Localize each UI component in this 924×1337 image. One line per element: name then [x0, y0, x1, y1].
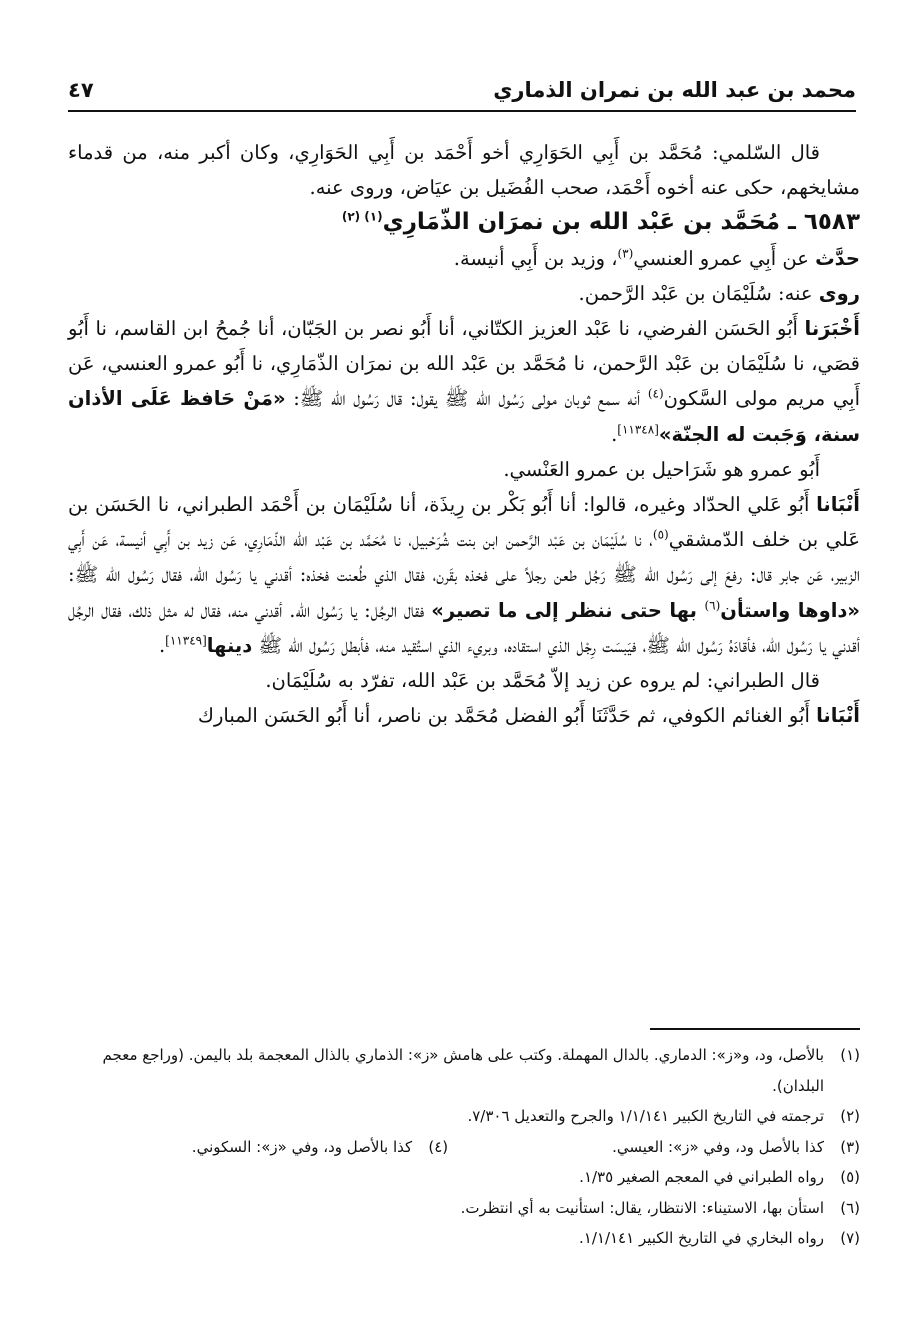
footnote-5: [68, 1162, 860, 1193]
footnote-text: رواه الطبراني في المعجم الصغير ١/٣٥.: [579, 1168, 824, 1186]
footnote-text: كذا بالأصل ود، وفي «ز»: العيسي.: [612, 1137, 824, 1156]
paragraph-8-text: أَبُو الغنائم الكوفي، ثم حَدَّثَنَا أَبُو الفضل مُحَمَّد بن ناصر، أنا أَبُو الحَسَن المبارك: [197, 704, 810, 728]
paragraph-7: [68, 663, 860, 698]
footnote-number: (٣): [840, 1137, 860, 1156]
footnote-6: [68, 1193, 860, 1224]
paragraph-2-text: عن أَبِي عمرو العنسي: [633, 246, 809, 270]
keyword-haddath: حدَّث: [815, 246, 860, 270]
paragraph-6: أَنْبَانا أَبُو عَلي الحدّاد وغيره، قالوا: أنا أَبُو بَكْر بن رِيذَة، أنا سُلَيْمَان بن أَحْمَد الطبراني، نا الحَسَن بن عَلي بن خلف الدّمشقي$^{(٥)}$، نا سُلَيْمَان بن عَبْد الرَّحمن ابن بنت شُرَحْبيل، نا مُحَمَّد بن عَبْد الله الذّمَارِي، عَن زيد بن أَبِي أنيسة، عَن أَبِي الزبير، عَن جابر قال: رفعَ إلى رَسُول الله ﷺ رَجُل طعن رجلاً على فخذه بقَرن، فقال الذي طُعنت فخذه: أقدني يا رَسُول الله، فقال رَسُول الله ﷺ: «داوها واستأن$^{(٦)}$ بها حتى ننظر إلى ما تصير» فقال الرجُل: يا رَسُول الله. أقدني منه، فقال له مثل ذلك، فقال الرجُل أقدني يا رَسُول الله، فأقادَهُ رَسُول الله ﷺ، فيَبسَت رِجْل الذي استقاده، وبريء الذي استُقيد منه، فأبطل رَسُول الله ﷺ دينها[١١٣٤٩].: [68, 493, 861, 657]
keyword-anbana-2: أَنْبَانا: [816, 704, 860, 728]
hadith-text-1: «مَنْ حَافظ عَلَى الأذان سنة، وَجَبت له الجنّة»: [68, 387, 860, 446]
footnote-text: استأن بها، الاستيناء: الانتظار، يقال: استأنيت به أي انتظرت.: [460, 1198, 824, 1217]
hadith-number-2: [١١٣٤٩]: [165, 633, 207, 648]
running-head: محمد بن عبد الله بن نمران الذماري: [493, 78, 856, 102]
hadith-text-2b: بها حتى ننظر إلى ما تصير»: [431, 598, 705, 622]
paragraph-6-text: أَبُو عَلي الحدّاد وغيره، قالوا: أنا أَبُو بَكْر بن رِيذَة، أنا سُلَيْمَان بن أَحْمَد الطبراني، نا الحَسَن بن عَلي بن خلف الدّمشقي: [68, 493, 861, 552]
footnote-ref-4: (٤): [647, 386, 664, 401]
footnote-text: بالأصل، ود، و«ز»: الدماري. بالدال المهملة. وكتب على هامش «ز»: الذماري بالذال المعجمة بلد باليمن. (وراجع معجم البلدان).: [102, 1046, 824, 1095]
paragraph-6-text-c: فقال الرجُل: يا رَسُول الله. أقدني منه، فقال له مثل ذلك، فقال الرجُل أقدني يا رَسُول الله، فأقادَهُ رَسُول الله ﷺ، فيَبسَت رِجْل الذي استقاده، وبريء الذي استُقيد منه، فأبطل رَسُول الله ﷺ: [68, 598, 860, 657]
paragraph-2-end: ، وزيد بن أَبِي أنيسة.: [453, 246, 618, 270]
footnote-ref-3: (٣): [617, 246, 634, 261]
footnote-number: (٧): [840, 1229, 860, 1247]
hadith-text-2a: «داوها واستأن: [720, 598, 860, 622]
paragraph-7-text: قال الطبراني: لم يروه عن زيد إلاّ مُحَمَّد بن عَبْد الله، تفرّد به سُلَيْمَان.: [265, 669, 820, 693]
footnote-number: (٦): [840, 1198, 860, 1217]
footnote-number: (٥): [840, 1168, 860, 1186]
paragraph-5: [68, 452, 860, 487]
paragraph-5-text: أَبُو عمرو هو شَرَاحيل بن عمرو العَنْسي.: [503, 457, 820, 481]
footnote-text: ترجمته في التاريخ الكبير ١/١/١٤١ والجرح والتعديل ٧/٣٠٦.: [467, 1107, 824, 1125]
footnote-7: [68, 1223, 860, 1254]
footnote-number: (٤): [428, 1137, 449, 1156]
paragraph-6-end: دينها: [206, 633, 253, 657]
main-text: [68, 135, 860, 733]
paragraph-6-text-b: ، نا سُلَيْمَان بن عَبْد الرَّحمن ابن بنت شُرَحْبيل، نا مُحَمَّد بن عَبْد الله الذّمَارِي، عَن زيد بن أَبِي أنيسة، عَن أَبِي الزبير، عَن جابر قال: رفعَ إلى رَسُول الله ﷺ رَجُل طعن رجلاً على فخذه بقَرن، فقال الذي طُعنت فخذه: أقدني يا رَسُول الله، فقال رَسُول الله ﷺ:: [68, 528, 860, 587]
footnote-ref-5: (٥): [652, 527, 669, 542]
footnote-text: كذا بالأصل ود، وفي «ز»: السكوني.: [191, 1137, 413, 1156]
hadith-number-1: [١١٣٤٨]: [617, 422, 659, 437]
footnote-ref-6: (٦): [704, 598, 721, 613]
paragraph-3: [68, 276, 860, 311]
page-number: ٤٧: [68, 78, 94, 102]
footnote-1: [68, 1040, 860, 1101]
entry-title: [68, 205, 860, 240]
entry-title-refs: (١) (٢): [341, 209, 383, 224]
footnote-divider: [650, 1028, 860, 1030]
footnote-3: [480, 1132, 860, 1163]
paragraph-4-end: أنه سمع ثوبان مولى رَسُول الله ﷺ يقول: قال رَسُول الله ﷺ:: [293, 387, 648, 411]
paragraph-4: أَخْبَرَنا أَبُو الحَسَن الفرضي، نا عَبْد العزيز الكتّاني، أنا أَبُو نصر بن الجَبّان، أنا جُمحُ ابن القاسم، نا أَبُو قصَي، نا سُلَيْمَان بن عَبْد الرَّحمن، نا مُحَمَّد بن عَبْد الله بن نمرَان الذّمَارِي، نا أَبُو عمرو العنسي، عَن أَبِي مريم مولى السَّكون$^{(٤)}$ أنه سمع ثوبان مولى رَسُول الله ﷺ يقول: قال رَسُول الله ﷺ: «مَنْ حَافظ عَلَى الأذان سنة، وَجَبت له الجنّة»[١١٣٤٨].: [68, 317, 860, 446]
footnote-text: رواه البخاري في التاريخ الكبير ١/١/١٤١.: [579, 1229, 824, 1247]
keyword-akhbarana: أَخْبَرَنا: [804, 317, 860, 341]
paragraph-3-text: عنه: سُلَيْمَان بن عَبْد الرَّحمن.: [578, 281, 813, 305]
paragraph-8: [68, 698, 860, 733]
entry-title-text: ٦٥٨٣ ـ مُحَمَّد بن عَبْد الله بن نمرَان الذّمَارِي: [382, 209, 860, 236]
keyword-anbana: أَنْبَانا: [816, 493, 860, 517]
keyword-rawa: روى: [818, 281, 860, 305]
paragraph-1-text: قال السّلمي: مُحَمَّد بن أَبِي الحَوَارِي أخو أَحْمَد بن أَبِي الحَوَارِي، وكان أكبر منه، من قدماء مشايخهم، حكى عنه أخوه أَحْمَد، صحب الفُضَيل بن عيَاض، وروى عنه.: [68, 141, 860, 200]
page-header: [68, 62, 856, 112]
paragraph-4-text: أَبُو الحَسَن الفرضي، نا عَبْد العزيز الكتّاني، أنا أَبُو نصر بن الجَبّان، أنا جُمحُ ابن القاسم، نا أَبُو قصَي، نا سُلَيْمَان بن عَبْد الرَّحمن، نا مُحَمَّد بن عَبْد الله بن نمرَان الذّمَارِي، نا أَبُو عمرو العنسي، عَن أَبِي مريم مولى السَّكون: [68, 317, 860, 411]
footnote-2: [68, 1101, 860, 1132]
footnote-4: [68, 1132, 448, 1163]
footnote-number: (٢): [840, 1107, 860, 1125]
paragraph-1: [68, 135, 860, 205]
paragraph-2: [68, 241, 860, 276]
footnote-row-3-4: [68, 1132, 860, 1163]
footnotes: [68, 1040, 860, 1254]
footnote-number: (١): [840, 1046, 860, 1064]
